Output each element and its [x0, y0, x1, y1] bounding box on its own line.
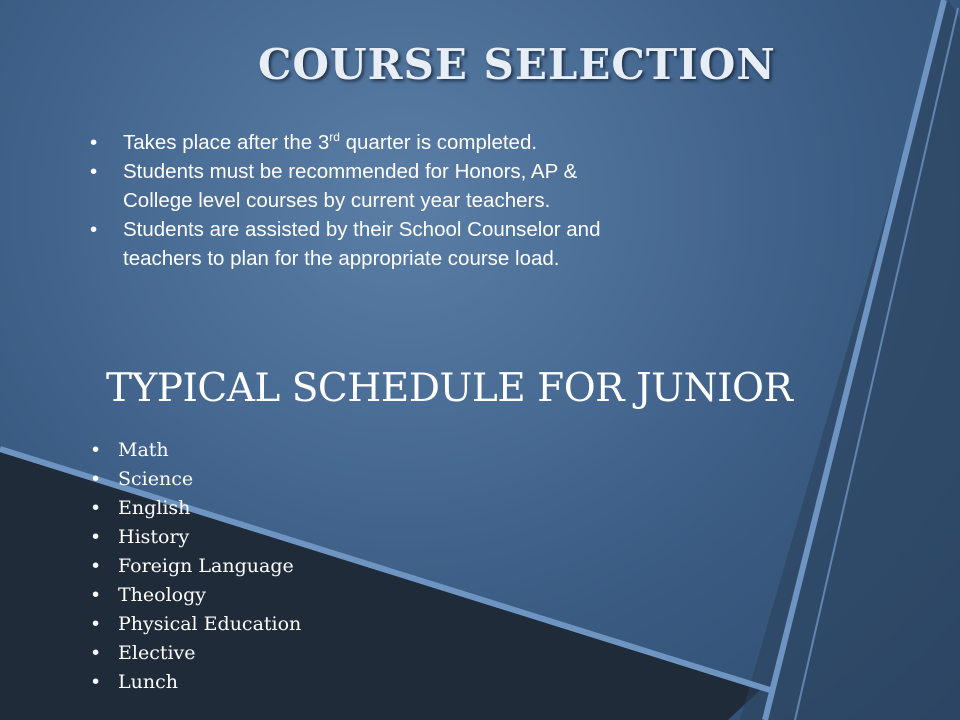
schedule-item: • History [88, 523, 301, 552]
schedule-item: • Math [88, 436, 301, 465]
schedule-item: • Lunch [88, 668, 301, 697]
schedule-item: • Elective [88, 639, 301, 668]
bullet-text-continued: quarter is completed. [339, 131, 538, 154]
schedule-item: • Foreign Language [88, 552, 301, 581]
bullet-item: • Students must be recommended for Honors, AP & College level courses by current year teachers. [88, 157, 648, 215]
slide-title: COURSE SELECTION [258, 40, 776, 89]
schedule-item: • Theology [88, 581, 301, 610]
schedule-item: • English [88, 494, 301, 523]
bullet-item [88, 128, 648, 157]
bullet-text: Takes place after the 3 [123, 131, 330, 154]
schedule-heading: TYPICAL SCHEDULE FOR JUNIOR [106, 366, 793, 411]
bullet-item: • Students are assisted by their School Counselor and teachers to plan for the appropriate course load. [88, 215, 648, 273]
schedule-list [88, 436, 301, 697]
schedule-item: • Science [88, 465, 301, 494]
bullet-superscript: rd [329, 130, 340, 144]
schedule-item: • Physical Education [88, 610, 301, 639]
selection-bullets [88, 128, 648, 273]
